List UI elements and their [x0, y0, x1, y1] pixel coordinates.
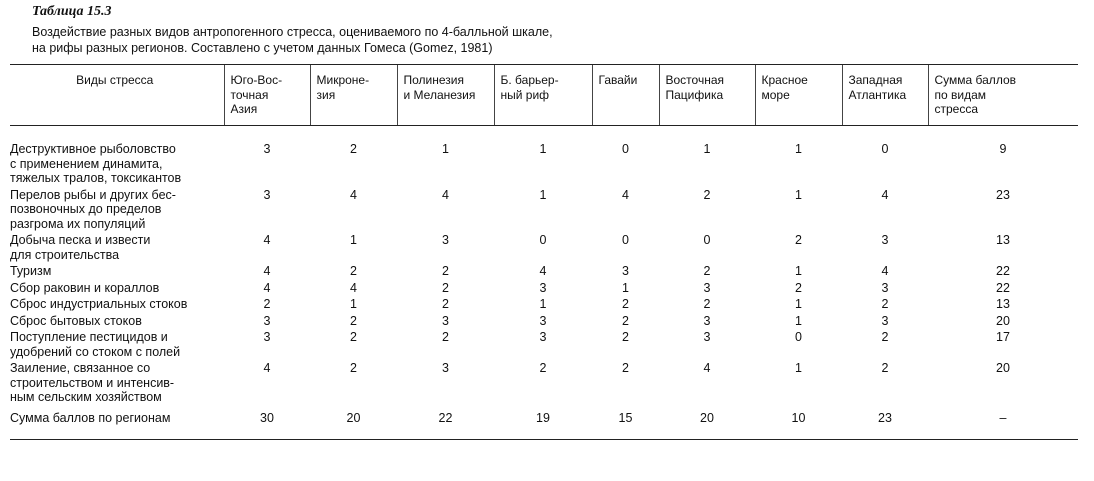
score-cell: – — [928, 407, 1078, 440]
score-cell: 20 — [659, 407, 755, 440]
score-cell: 20 — [996, 313, 1010, 328]
score-cell: 2 — [350, 361, 357, 375]
score-cell: 3 — [263, 142, 271, 156]
score-cell: 3 — [263, 313, 271, 328]
score-cell: 4 — [442, 187, 449, 202]
table-row — [10, 126, 1078, 188]
score-cell: 2 — [442, 330, 449, 344]
score-cell: 2 — [703, 297, 711, 311]
score-cell: 1 — [350, 233, 357, 247]
row-label: Деструктивное рыболовство с применением динамита, тяжелых тралов, токсикантов — [10, 142, 182, 185]
row-label: Сумма баллов по регионам — [10, 407, 224, 440]
score-cell: 2 — [442, 297, 449, 311]
column-header-red-sea: Красное море — [755, 65, 842, 126]
score-cell: 10 — [755, 407, 842, 440]
score-cell: 1 — [350, 297, 357, 311]
table-caption-line-2: на рифы разных регионов. Составлено с учетом данных Гомеса (Gomez, 1981) — [32, 41, 493, 55]
row-label: Добыча песка и извести для строительства — [10, 233, 151, 262]
score-cell: 2 — [622, 361, 629, 375]
table-row — [10, 281, 1078, 298]
table-number: Таблица 15.3 — [32, 4, 112, 19]
score-cell: 13 — [996, 233, 1010, 247]
score-cell: 2 — [350, 330, 357, 344]
score-cell: 0 — [622, 142, 629, 156]
score-cell: 17 — [996, 330, 1010, 344]
score-cell: 3 — [442, 313, 449, 328]
score-cell: 2 — [795, 280, 802, 295]
column-header-micronesia: Микроне- зия — [310, 65, 397, 126]
score-cell: 2 — [539, 361, 547, 375]
score-cell: 4 — [263, 361, 271, 375]
stress-table — [10, 64, 1078, 440]
score-cell: 1 — [795, 297, 802, 311]
score-cell: 2 — [795, 233, 802, 247]
score-cell: 1 — [795, 313, 802, 328]
table-row — [10, 264, 1078, 281]
score-cell: 13 — [996, 297, 1010, 311]
score-cell: 3 — [539, 280, 547, 295]
score-cell: 9 — [999, 142, 1007, 156]
score-cell: 22 — [996, 280, 1010, 295]
score-cell: 2 — [263, 297, 271, 311]
score-cell: 3 — [881, 280, 889, 295]
row-label: Сброс бытовых стоков — [10, 313, 142, 328]
score-cell: 2 — [703, 187, 711, 202]
score-cell: 23 — [996, 187, 1010, 202]
score-cell: 1 — [539, 142, 547, 156]
score-cell: 3 — [539, 313, 547, 328]
score-cell: 30 — [224, 407, 310, 440]
score-cell: 3 — [703, 280, 711, 295]
score-cell: 2 — [881, 297, 889, 311]
score-cell: 0 — [881, 142, 889, 156]
score-cell: 2 — [622, 330, 629, 344]
score-cell: 2 — [881, 361, 889, 375]
score-cell: 3 — [622, 264, 629, 278]
row-label: Поступление пестицидов и удобрений со стоком с полей — [10, 330, 181, 359]
row-label: Заиление, связанное со строительством и интенсив- ным сельским хозяйством — [10, 361, 175, 404]
score-cell: 1 — [795, 142, 802, 156]
table-row — [10, 330, 1078, 361]
score-cell: 2 — [442, 264, 449, 278]
table-row — [10, 188, 1078, 234]
score-cell: 1 — [622, 280, 629, 295]
score-cell: 3 — [263, 330, 271, 344]
score-cell: 3 — [442, 233, 449, 247]
score-cell: 4 — [263, 264, 271, 278]
row-label: Туризм — [10, 264, 52, 278]
column-header-stress-total: Сумма баллов по видам стресса — [928, 65, 1078, 126]
column-header-great-barrier-reef: Б. барьер- ный риф — [494, 65, 592, 126]
column-header-polynesia-melanesia: Полинезия и Меланезия — [397, 65, 494, 126]
totals-row — [10, 407, 1078, 440]
score-cell: 19 — [494, 407, 592, 440]
score-cell: 2 — [622, 297, 629, 311]
score-cell: 1 — [539, 297, 547, 311]
score-cell: 1 — [795, 187, 802, 202]
score-cell: 4 — [622, 187, 629, 202]
score-cell: 3 — [703, 330, 711, 344]
score-cell: 4 — [703, 361, 711, 375]
score-cell: 1 — [795, 361, 802, 375]
score-cell: 0 — [703, 233, 711, 247]
table-row — [10, 361, 1078, 407]
score-cell: 3 — [881, 313, 889, 328]
table-row — [10, 233, 1078, 264]
score-cell: 3 — [442, 361, 449, 375]
score-cell: 0 — [622, 233, 629, 247]
score-cell: 1 — [703, 142, 711, 156]
score-cell: 2 — [442, 280, 449, 295]
column-header-stress-type: Виды стресса — [10, 65, 224, 126]
score-cell: 23 — [842, 407, 928, 440]
row-label: Сброс индустриальных стоков — [10, 297, 188, 311]
score-cell: 3 — [539, 330, 547, 344]
table-row — [10, 314, 1078, 331]
column-header-southeast-asia: Юго-Вос- точная Азия — [224, 65, 310, 126]
score-cell: 3 — [703, 313, 711, 328]
column-header-western-atlantic: Западная Атлантика — [842, 65, 928, 126]
score-cell: 1 — [442, 142, 449, 156]
score-cell: 4 — [881, 187, 889, 202]
score-cell: 4 — [350, 187, 357, 202]
score-cell: 2 — [350, 264, 357, 278]
table-caption-line-1: Воздействие разных видов антропогенного стресса, оцениваемого по 4-балльной шкале, — [32, 25, 553, 39]
score-cell: 2 — [350, 313, 357, 328]
score-cell: 22 — [996, 264, 1010, 278]
row-label: Сбор раковин и кораллов — [10, 280, 160, 295]
score-cell: 0 — [539, 233, 547, 247]
score-cell: 3 — [263, 187, 271, 202]
score-cell: 20 — [996, 361, 1010, 375]
score-cell: 4 — [539, 264, 547, 278]
score-cell: 4 — [263, 280, 271, 295]
score-cell: 2 — [350, 142, 357, 156]
score-cell: 2 — [703, 264, 711, 278]
header-row — [10, 65, 1078, 126]
score-cell: 0 — [795, 330, 802, 344]
column-header-hawaii: Гавайи — [592, 65, 659, 126]
row-label: Перелов рыбы и других бес- позвоночных до пределов разгрома их популяций — [10, 187, 176, 231]
score-cell: 20 — [310, 407, 397, 440]
score-cell: 4 — [350, 280, 357, 295]
column-header-eastern-pacific: Восточная Пацифика — [659, 65, 755, 126]
score-cell: 1 — [795, 264, 802, 278]
score-cell: 4 — [881, 264, 889, 278]
score-cell: 15 — [592, 407, 659, 440]
table-row — [10, 297, 1078, 314]
score-cell: 2 — [622, 313, 629, 328]
score-cell: 1 — [539, 187, 547, 202]
score-cell: 2 — [881, 330, 889, 344]
score-cell: 4 — [263, 233, 271, 247]
score-cell: 22 — [397, 407, 494, 440]
score-cell: 3 — [881, 233, 889, 247]
